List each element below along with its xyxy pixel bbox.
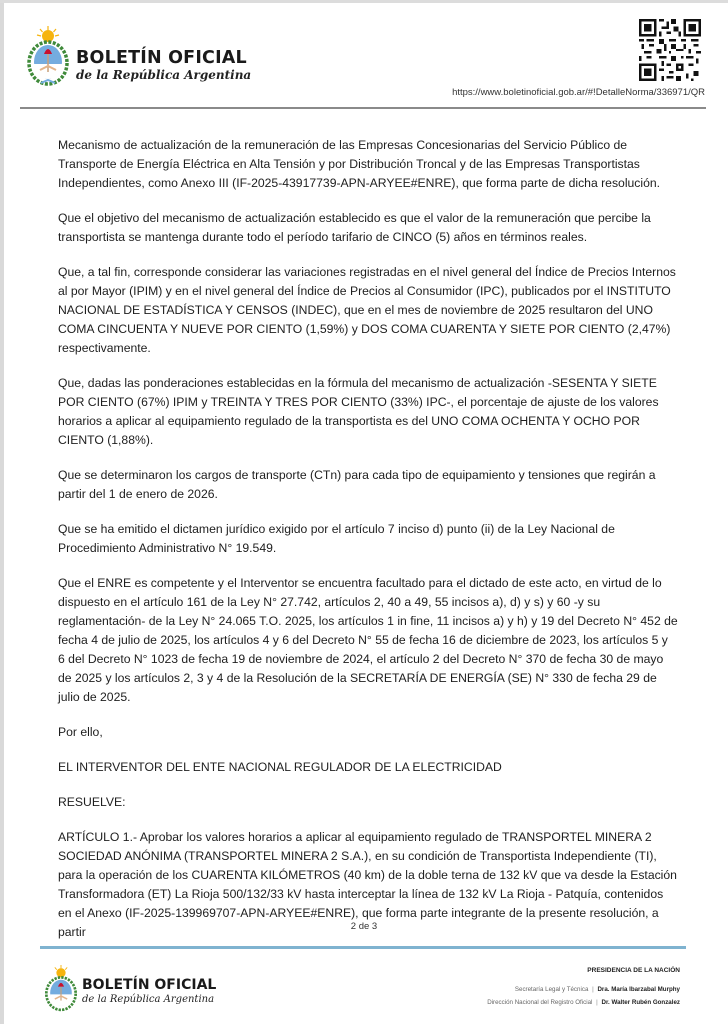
- paragraph: Mecanismo de actualización de la remuneración de las Empresas Concesionarias del Servicio Público de Transporte de Energía Eléctrica en Alta Tensión y por Distribución Troncal y de las Empresas Transportistas Independientes, como Anexo III (IF-2025-43917739-APN-ARYEE#ENRE), que forma parte de dicha resolución.: [58, 138, 661, 190]
- sun-icon: [37, 26, 59, 42]
- resolves-heading: RESUELVE:: [58, 795, 126, 809]
- page-number: 2 de 3: [350, 921, 378, 932]
- paragraph: Que, dadas las ponderaciones establecidas en la fórmula del mecanismo de actualización -SESENTA Y SIETE POR CIENTO (67%) IPIM y TREINTA Y TRES POR CIENTO (33%) IPC-, el porcentaje de ajuste de los valores horarios a aplicar al equipamiento regulado de la transportista es del UNO COMA OCHENTA Y OCHO POR CIENTO (1,88%).: [58, 376, 659, 447]
- paragraph: Que se ha emitido el dictamen jurídico exigido por el artículo 7 inciso d) punto (ii) de la Ley Nacional de Procedimiento Administrativo N° 19.549.: [58, 522, 615, 555]
- document-body: [58, 136, 678, 958]
- document-url[interactable]: https://www.boletinoficial.gob.ar/#!DetalleNorma/336971/QR: [452, 87, 705, 98]
- qr-code-icon[interactable]: [639, 19, 701, 81]
- footer-credit-row: [515, 986, 680, 993]
- paragraph: Que, a tal fin, corresponde considerar las variaciones registradas en el nivel general del Índice de Precios Internos al por Mayor (IPIM) y en el nivel general del Índice de Precios al Consumidor (IPC), publicados por el INSTITUTO NACIONAL DE ESTADÍSTICA Y CENSOS (INDEC), que en el mes de noviembre de 2025 resultaron del UNO COMA CINCUENTA Y NUEVE POR CIENTO (1,59%) y DOS COMA CUARENTA Y SIETE POR CIENTO (2,47%) respectivamente.: [58, 265, 676, 355]
- footer-brand-title: BOLETÍN OFICIAL: [82, 977, 217, 993]
- authority-heading: EL INTERVENTOR DEL ENTE NACIONAL REGULADOR DE LA ELECTRICIDAD: [58, 760, 502, 774]
- paragraph: Por ello,: [58, 725, 103, 739]
- footer-brand-subtitle: de la República Argentina: [82, 994, 215, 1005]
- separator: |: [592, 986, 594, 993]
- header-divider: [20, 107, 706, 109]
- credit-label: Secretaría Legal y Técnica: [514, 986, 589, 993]
- paragraph: Que el objetivo del mecanismo de actualización establecido es que el valor de la remuneración que percibe la transportista se mantenga durante todo el período tarifario de CINCO (5) años en términos reales.: [58, 211, 651, 244]
- credit-name: Dra. María Ibarzabal Murphy: [597, 986, 680, 993]
- separator: |: [596, 999, 598, 1006]
- footer-divider: [40, 946, 686, 949]
- paragraph: Que el ENRE es competente y el Interventor se encuentra facultado para el dictado de este acto, en virtud de lo dispuesto en el artículo 161 de la Ley N° 27.742, artículos 2, 40 a 49, 55 incisos a), d) y s) y 60 -y su reglamentación- de la Ley N° 24.065 T.O. 2025, los artículos 1 in fine, 11 incisos a) y h) y 19 del Decreto N° 452 de fecha 4 de julio de 2025, los artículos 4 y 6 del Decreto N° 55 de fecha 16 de diciembre de 2023, los artículos 5 y 6 del Decreto N° 1023 de fecha 19 de noviembre de 2024, el artículo 2 del Decreto N° 370 de fecha 30 de mayo de 2025 y los artículos 2, 3 y 4 de la Resolución de la SECRETARÍA DE ENERGÍA (SE) N° 330 de fecha 29 de julio de 2025.: [58, 576, 678, 704]
- brand-subtitle: de la República Argentina: [76, 68, 252, 82]
- brand-title: BOLETÍN OFICIAL: [76, 48, 247, 68]
- argentina-coat-of-arms-icon: [44, 964, 78, 1014]
- argentina-coat-of-arms-icon: [26, 26, 70, 88]
- page-left-edge: [0, 0, 4, 1024]
- credit-name: Dr. Walter Rubén Gonzalez: [601, 999, 680, 1006]
- footer-credit-row: [487, 999, 680, 1006]
- article-paragraph: ARTÍCULO 1.- Aprobar los valores horarios a aplicar al equipamiento regulado de TRANSPORTEL MINERA 2 SOCIEDAD ANÓNIMA (TRANSPORTEL MINERA 2 S.A.), en su condición de Transportista Independiente (TI), para la operación de los CUARENTA KILÓMETROS (40 km) de la doble terna de 132 kV que va desde la Estación Transformadora (ET) La Rioja 500/132/33 kV hasta interceptar la línea de 132 kV La Rioja - Patquía, contenidos en el Anexo (IF-2025-139969707-APN-ARYEE#ENRE), que forma parte integrante de la presente resolución, a partir: [58, 830, 677, 939]
- paragraph: Que se determinaron los cargos de transporte (CTn) para cada tipo de equipamiento y tensiones que regirán a partir del 1 de enero de 2026.: [58, 468, 656, 501]
- credit-label: Dirección Nacional del Registro Oficial: [487, 999, 593, 1006]
- presidency-label: PRESIDENCIA DE LA NACIÓN: [587, 967, 680, 974]
- page-top-edge: [0, 0, 728, 3]
